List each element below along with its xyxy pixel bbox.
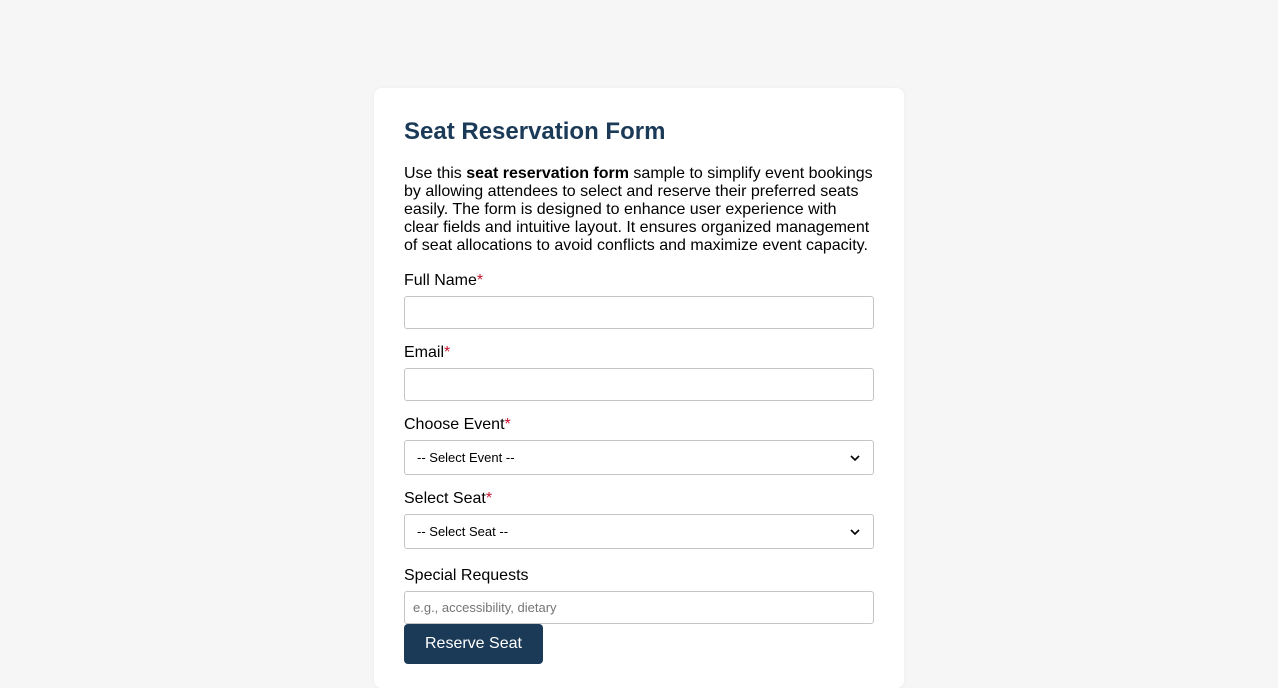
required-asterisk: * xyxy=(476,272,484,289)
chevron-down-icon xyxy=(849,526,861,538)
choose-event-label xyxy=(404,416,511,434)
full-name-label xyxy=(404,272,483,290)
description-bold: seat reservation form xyxy=(466,165,629,182)
email-input[interactable] xyxy=(404,368,874,401)
required-asterisk: * xyxy=(444,344,451,361)
email-label-text: Email xyxy=(404,344,445,361)
chevron-down-icon xyxy=(849,452,861,464)
choose-event-label-text: Choose Event xyxy=(404,416,505,433)
form-card xyxy=(374,88,904,688)
description-intro: Use this xyxy=(404,165,467,182)
select-seat-label xyxy=(404,490,492,508)
full-name-input[interactable] xyxy=(404,296,874,329)
required-asterisk: * xyxy=(485,490,493,507)
form-description xyxy=(404,165,874,255)
special-requests-input[interactable] xyxy=(404,591,874,624)
special-requests-label xyxy=(404,567,529,585)
seat-select-value: -- Select Seat -- xyxy=(417,524,509,539)
select-seat-label-text: Select Seat xyxy=(404,490,486,507)
required-asterisk: * xyxy=(504,416,511,433)
reserve-seat-button[interactable]: Reserve Seat xyxy=(404,624,543,664)
email-label xyxy=(404,344,450,362)
event-select-value: -- Select Event -- xyxy=(417,450,515,465)
form-title: Seat Reservation Form xyxy=(404,118,666,145)
event-select[interactable] xyxy=(404,440,874,475)
description-body: sample to simplify event bookings by allowing attendees to select and reserve their preferred seats easily. The form is designed to enhance user experience with clear fields and intuitive layout. It ensures organized management of seat allocations to avoid conflicts and maximize event capacity. xyxy=(404,165,873,254)
special-requests-label-text: Special Requests xyxy=(404,567,529,584)
seat-select[interactable] xyxy=(404,514,874,549)
full-name-label-text: Full Name xyxy=(404,272,477,289)
